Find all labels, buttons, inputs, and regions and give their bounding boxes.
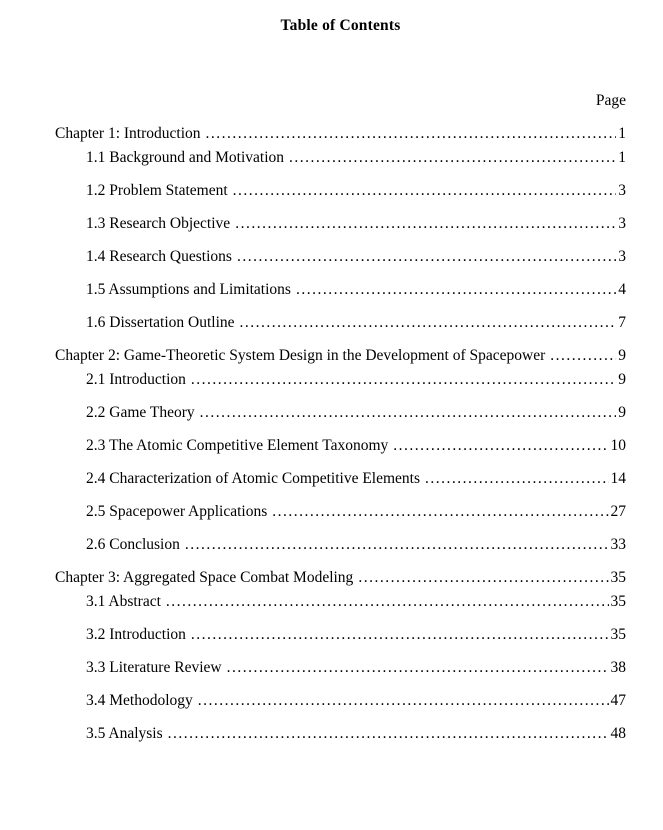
toc-entry-label: 1.1 Background and Motivation	[86, 149, 285, 166]
dot-leader	[191, 626, 609, 644]
toc-entry	[55, 314, 626, 332]
toc-entry-label: 1.2 Problem Statement	[86, 182, 228, 199]
toc-entry-label: 2.3 The Atomic Competitive Element Taxonomy	[86, 437, 389, 454]
toc-entry-label: 1.6 Dissertation Outline	[86, 314, 235, 331]
toc-entry-label: 2.5 Spacepower Applications	[86, 503, 268, 520]
toc-entry-label: 2.2 Game Theory	[86, 404, 195, 421]
toc-entry-label: 3.4 Methodology	[86, 692, 193, 709]
toc-list	[55, 125, 626, 743]
toc-entry-label: Chapter 2: Game-Theoretic System Design in the Development of Spacepower	[55, 347, 546, 364]
toc-entry-page: 33	[610, 536, 626, 553]
dot-leader	[198, 692, 609, 710]
dot-leader	[296, 281, 616, 299]
dot-leader	[289, 149, 616, 167]
toc-entry-label: 3.1 Abstract	[86, 593, 161, 610]
page-column-header: Page	[595, 92, 626, 109]
toc-entry-page: 9	[618, 371, 626, 388]
dot-leader	[227, 659, 609, 677]
dot-leader	[200, 404, 617, 422]
toc-entry-page: 4	[618, 281, 626, 298]
toc-entry-page: 38	[610, 659, 626, 676]
toc-entry-label: 2.4 Characterization of Atomic Competitive Elements	[86, 470, 421, 487]
toc-entry-label: 1.3 Research Objective	[86, 215, 231, 232]
dot-leader	[272, 503, 608, 521]
dot-leader	[425, 470, 608, 488]
dot-leader	[240, 314, 617, 332]
toc-entry-label: 3.2 Introduction	[86, 626, 186, 643]
toc-entry	[55, 215, 626, 233]
toc-entry-page: 10	[610, 437, 626, 454]
toc-entry	[55, 659, 626, 677]
toc-entry-page: 9	[618, 347, 626, 364]
page-title: Table of Contents	[280, 17, 401, 34]
dot-leader	[358, 569, 608, 587]
dot-leader	[237, 248, 616, 266]
toc-entry	[55, 503, 626, 521]
dot-leader	[393, 437, 608, 455]
toc-entry	[55, 371, 626, 389]
toc-entry	[55, 281, 626, 299]
toc-entry-page: 35	[610, 626, 626, 643]
dot-leader	[185, 536, 609, 554]
toc-entry-page: 9	[618, 404, 626, 421]
toc-entry-label: 1.4 Research Questions	[86, 248, 232, 265]
toc-entry-label: 2.6 Conclusion	[86, 536, 180, 553]
toc-entry-label: 1.5 Assumptions and Limitations	[86, 281, 291, 298]
toc-entry-label: Chapter 1: Introduction	[55, 125, 201, 142]
toc-entry-page: 27	[610, 503, 626, 520]
toc-entry-page: 48	[610, 725, 626, 742]
toc-entry-page: 1	[618, 149, 626, 166]
toc-entry	[55, 626, 626, 644]
toc-entry-page: 35	[610, 593, 626, 610]
toc-entry	[55, 536, 626, 554]
toc-entry	[55, 725, 626, 743]
toc-entry-label: 3.3 Literature Review	[86, 659, 222, 676]
toc-entry	[55, 149, 626, 167]
toc-entry	[55, 182, 626, 200]
toc-entry	[55, 593, 626, 611]
dot-leader	[166, 593, 609, 611]
toc-entry	[55, 347, 626, 365]
toc-entry-page: 7	[618, 314, 626, 331]
dot-leader	[191, 371, 616, 389]
toc-entry	[55, 470, 626, 488]
dot-leader	[233, 182, 617, 200]
toc-entry	[55, 692, 626, 710]
toc-entry	[55, 125, 626, 143]
toc-entry-page: 35	[610, 569, 626, 586]
dot-leader	[168, 725, 609, 743]
toc-entry-label: 2.1 Introduction	[86, 371, 186, 388]
dot-leader	[206, 125, 617, 143]
toc-entry-label: 3.5 Analysis	[86, 725, 163, 742]
toc-entry	[55, 404, 626, 422]
toc-entry-page: 14	[610, 470, 626, 487]
toc-entry-page: 1	[618, 125, 626, 142]
toc-entry-page: 3	[618, 182, 626, 199]
toc-entry-label: Chapter 3: Aggregated Space Combat Modeling	[55, 569, 354, 586]
toc-entry-page: 3	[618, 215, 626, 232]
dot-leader	[235, 215, 616, 233]
toc-entry	[55, 569, 626, 587]
toc-entry-page: 47	[610, 692, 626, 709]
toc-entry-page: 3	[618, 248, 626, 265]
toc-entry	[55, 248, 626, 266]
dot-leader	[550, 347, 616, 365]
toc-entry	[55, 437, 626, 455]
